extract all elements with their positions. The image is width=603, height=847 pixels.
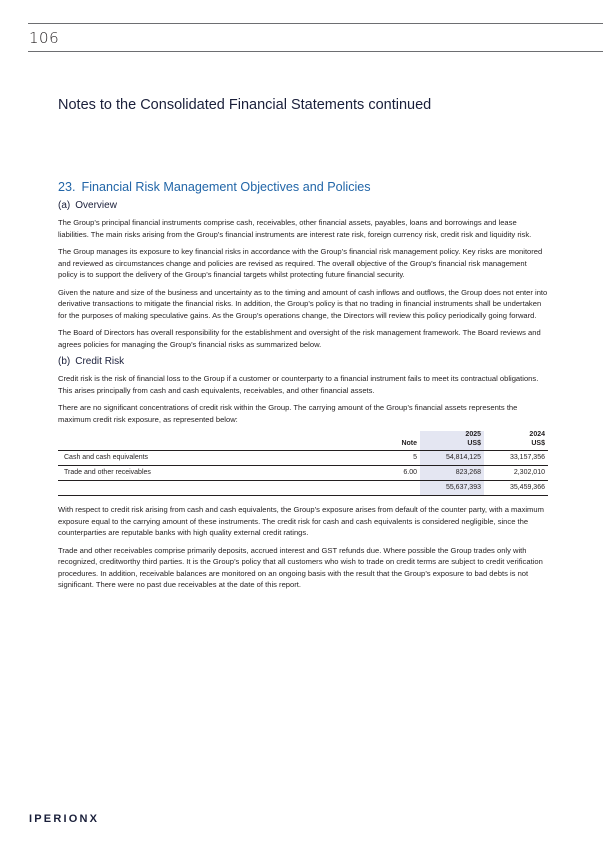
section-heading <box>58 180 548 194</box>
overview-label: (a) <box>58 200 71 211</box>
credit-risk-title: Credit Risk <box>75 356 125 367</box>
header-rule <box>28 51 603 52</box>
row-2024-value: 33,157,356 <box>484 451 548 466</box>
table-row <box>58 451 548 466</box>
credit-risk-table <box>58 431 548 496</box>
credit-risk-paragraph: Credit risk is the risk of financial loss to the Group if a customer or counterparty to a financial instrument fails to meet its contractual obligations. This arises principally from cash and cash equivalents, receivables, and other financial assets. <box>58 374 539 395</box>
credit-risk-paragraph: Trade and other receivables comprise primarily deposits, accrued interest and GST refunds due. Where possible the Group trades only with recognized, creditworthy third parties. It is the Group’s policy that all customers who wish to trade on credit terms are subject to credit verification procedures. In addition, receivable balances are monitored on an ongoing basis with the result that the Group’s exposure to bad debts is not significant. There were no past due receivables at the date of this report. <box>58 545 543 589</box>
row-note: 6.00 <box>386 466 420 481</box>
overview-paragraph: Given the nature and size of the business and uncertainty as to the timing and amount of cash inflows and outflows, the Group does not enter into derivative transactions to mitigate the financial risks. In addition, the Group’s policy is that no trading in financial instruments shall be undertaken for the purposes of making speculative gains. As the Group’s operations change, the Directors will review this policy periodically going forward. <box>58 287 548 320</box>
company-logo: IPERIONX <box>29 813 100 825</box>
2024-unit: US$ <box>531 439 545 447</box>
overview-heading <box>58 200 548 211</box>
total-2025-value: 55,637,393 <box>420 481 484 496</box>
2025-column-header <box>420 431 484 451</box>
total-label <box>58 481 386 496</box>
row-note: 5 <box>386 451 420 466</box>
row-2025-value: 823,268 <box>420 466 484 481</box>
total-2024-value: 35,459,366 <box>484 481 548 496</box>
2025-year: 2025 <box>465 431 481 438</box>
total-note <box>386 481 420 496</box>
2025-unit: US$ <box>467 439 481 447</box>
note-section <box>58 180 548 597</box>
top-rule <box>28 23 603 24</box>
overview-paragraph: The Board of Directors has overall responsibility for the establishment and oversight of the risk management framework. The Board reviews and agrees policies for managing the Group’s financial risks as summarized below. <box>58 328 541 349</box>
row-label: Cash and cash equivalents <box>58 451 386 466</box>
credit-risk-label: (b) <box>58 356 71 367</box>
2024-column-header <box>484 431 548 451</box>
credit-risk-paragraph: There are no significant concentrations of credit risk within the Group. The carrying amount of the Group’s financial assets represents the maximum credit risk exposure, as represented below: <box>58 403 518 424</box>
page-number: 106 <box>29 29 60 47</box>
table-row <box>58 466 548 481</box>
note-column-header: Note <box>386 431 420 451</box>
credit-risk-heading <box>58 356 548 367</box>
2024-year: 2024 <box>529 431 545 438</box>
label-column-header <box>58 431 386 451</box>
page-title: Notes to the Consolidated Financial Statements continued <box>58 97 432 113</box>
row-label: Trade and other receivables <box>58 466 386 481</box>
overview-paragraph: The Group manages its exposure to key financial risks in accordance with the Group’s financial risk management policy. Key risks are monitored and reviewed as circumstances change and policies are revised as required. The overall objective of the Group’s financial risk management policy is to support the delivery of the Group’s financial targets whilst protecting future financial security. <box>58 247 543 279</box>
row-2025-value: 54,814,125 <box>420 451 484 466</box>
overview-paragraph: The Group’s principal financial instruments comprise cash, receivables, other financial assets, payables, loans and borrowings and lease liabilities. The main risks arising from the Group’s financial instruments are interest rate risk, foreign currency risk, credit risk and liquidity risk. <box>58 218 532 239</box>
table-total-row <box>58 481 548 496</box>
table-header-row <box>58 431 548 451</box>
section-number: 23. <box>58 180 76 194</box>
overview-title: Overview <box>75 200 117 211</box>
row-2024-value: 2,302,010 <box>484 466 548 481</box>
credit-risk-paragraph: With respect to credit risk arising from cash and cash equivalents, the Group’s exposure arises from default of the counter party, with a maximum exposure equal to the carrying amount of these instruments. The credit risk for cash and cash equivalents is considered negligible, since the counterparties are reputable banks with high quality external credit ratings. <box>58 505 544 537</box>
section-title: Financial Risk Management Objectives and Policies <box>81 180 371 194</box>
